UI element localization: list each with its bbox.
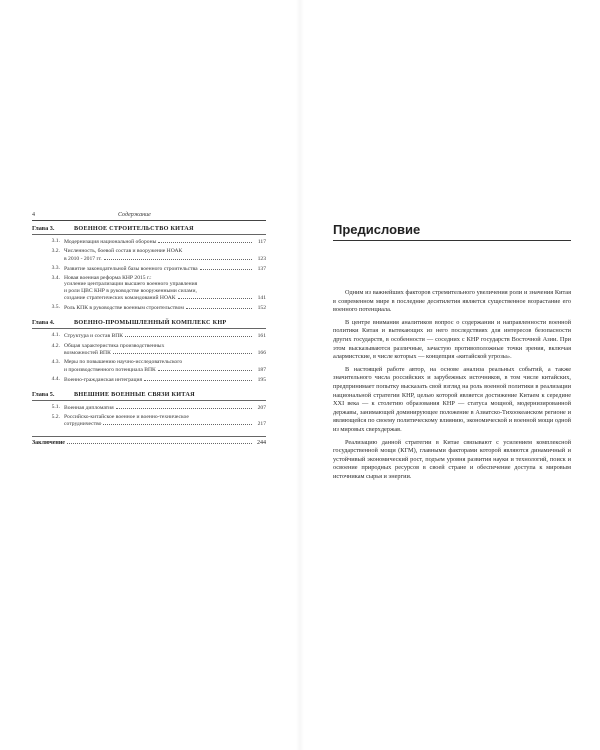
leader-dots	[116, 404, 252, 409]
entry-body	[64, 265, 266, 273]
leader-dots	[186, 304, 252, 309]
toc-entry[interactable]	[32, 376, 266, 384]
entry-body	[64, 376, 266, 384]
entry-body	[64, 404, 266, 412]
entry-text-line: сотрудничество	[64, 421, 102, 428]
entry-page: 137	[257, 265, 266, 272]
entry-page: 166	[257, 350, 266, 357]
toc-entry[interactable]	[32, 265, 266, 273]
running-title: Содержание	[118, 212, 151, 218]
entry-last-line	[64, 376, 266, 384]
entry-last-line	[64, 332, 266, 340]
entry-page: 187	[257, 366, 266, 373]
toc-entry[interactable]	[32, 414, 266, 428]
entry-last-line	[64, 255, 266, 263]
toc-entry[interactable]	[32, 404, 266, 412]
toc-entry[interactable]	[32, 332, 266, 340]
leader-dots	[200, 265, 252, 270]
chapter-title: ВНЕШНИЕ ВОЕННЫЕ СВЯЗИ КИТАЯ	[74, 390, 195, 398]
entry-body	[64, 332, 266, 340]
entry-body	[64, 238, 266, 246]
leader-dots	[104, 255, 252, 260]
entry-page: 217	[257, 421, 266, 428]
toc-entry[interactable]	[32, 304, 266, 312]
entry-text-line: Общая характеристика производственных	[64, 342, 165, 349]
entry-text-line: возможностей ВПК	[64, 350, 111, 357]
chapter-title: ВОЕННО-ПРОМЫШЛЕННЫЙ КОМПЛЕКС КНР	[74, 319, 227, 327]
entry-text-line: Структура и состав ВПК	[64, 333, 124, 340]
toc-entry[interactable]	[32, 359, 266, 373]
entry-number: 4.2.	[51, 342, 60, 349]
entry-last-line	[64, 420, 266, 428]
table-of-contents	[32, 225, 266, 428]
leader-dots	[158, 238, 252, 243]
toc-chapter-heading	[32, 391, 266, 401]
leader-dots	[178, 294, 253, 299]
leader-dots	[113, 349, 252, 354]
entry-number: 3.5.	[51, 304, 60, 311]
entry-last-line	[64, 304, 266, 312]
toc-entry[interactable]	[32, 248, 266, 262]
entry-text-line: усиление централизации высшего военного управления	[64, 281, 198, 288]
entry-text-line: в 2010 - 2017 гг.	[64, 255, 102, 262]
entry-last-line	[64, 404, 266, 412]
entry-text-line: создание стратегических командований НОАК	[64, 295, 176, 302]
conclusion-page: 244	[257, 439, 266, 446]
page-number: 4	[32, 212, 35, 218]
entry-text-line: Российско-китайское военное и военно-техническое	[64, 413, 189, 420]
preface-paragraph: Реализацию данной стратегии в Китае связывают с усилением комплексной государственной мощи (КГМ), главными факторами которой являются динамичный и устойчивый экономический рост, подъем уровня развития науки и технологий, поиск и освоение природных ресурсов в своей стране и обеспечение доступа к мировым источникам сырья и энергии.	[333, 438, 571, 480]
entry-number: 3.4.	[51, 274, 60, 281]
contents-page	[32, 212, 266, 446]
chapter-title: ВОЕННОЕ СТРОИТЕЛЬСТВО КИТАЯ	[74, 225, 194, 232]
entry-text-line: Численность, боевой состав и вооружение НОАК	[64, 248, 183, 255]
toc-chapter-heading	[32, 319, 266, 329]
entry-text-line: Меры по повышению научно-исследовательского	[64, 359, 183, 366]
entry-text-line: Роль КПК в руководстве военным строительством	[64, 305, 184, 312]
entry-body	[64, 248, 266, 262]
entry-text-line: Новая военная реформа КНР 2015 г.:	[64, 274, 152, 281]
entry-text-line: Военная дипломатия	[64, 404, 114, 411]
preface-title: Предисловие	[333, 222, 571, 241]
preface-paragraph: В настоящей работе автор, на основе анализа реальных событий, а также значительного числа российских и зарубежных источников, в том числе китайских, предпринимает попытку высказать свой взгляд на роль военной политики в реализации национальной стратегии КНР, целью которой является достижение Китаем к середине XXI века — к столетию образования КНР — статуса мощной, модернизированной державы, занимающей доминирующее положение в Азиатско-Тихоокеанском регионе и являющейся по своему политическому влиянию, экономической и военной мощи одной из мировых сверхдержав.	[333, 365, 571, 433]
entry-text-line: и роли ЦВС КНР в руководстве вооруженными силами,	[64, 287, 197, 294]
entry-number: 3.2.	[51, 248, 60, 255]
entry-last-line	[64, 265, 266, 273]
toc-conclusion	[32, 436, 266, 446]
entry-body	[64, 304, 266, 312]
preface-paragraph: В центре внимания аналитиков вопрос о содержании и направленности военной политики Китая и вытекающих из него последствиях для интересов безопасности других государств, в особенности — соседних с КНР государств Восточной Азии. При этом высказываются различные, зачастую противоположные точки зрения, включая алармистские, в числе которых — концепция «китайской угрозы».	[333, 318, 571, 361]
conclusion-label: Заключение	[32, 439, 65, 446]
entry-last-line	[64, 349, 266, 357]
chapter-label: Глава 3.	[32, 225, 55, 232]
preface-paragraph: Одним из важнейших факторов стремительного увеличения роли и значения Китая в современном мире в последние десятилетия является существенное возрастание его военного потенциала.	[333, 289, 571, 314]
entry-number: 3.3.	[51, 264, 60, 271]
entry-text-line: Развитие законодательной базы военного строительства	[64, 265, 198, 272]
leader-dots	[144, 376, 252, 381]
entry-body	[64, 359, 266, 373]
entry-page: 152	[257, 305, 266, 312]
entry-page: 207	[257, 404, 266, 411]
toc-entry[interactable]	[32, 238, 266, 246]
entry-page: 161	[257, 333, 266, 340]
leader-dots	[67, 439, 252, 444]
toc-chapter-heading	[32, 225, 266, 235]
entry-number: 4.4.	[51, 375, 60, 382]
entry-body	[64, 414, 266, 428]
leader-dots	[103, 420, 252, 425]
leader-dots	[158, 366, 252, 371]
entry-page: 141	[257, 295, 266, 302]
entry-body	[64, 343, 266, 357]
chapter-label: Глава 5.	[32, 390, 55, 398]
preface-page	[333, 222, 571, 485]
entry-last-line	[64, 294, 266, 302]
entry-last-line	[64, 366, 266, 374]
entry-number: 4.3.	[51, 359, 60, 366]
entry-number: 5.2.	[51, 413, 60, 420]
entry-body	[64, 275, 266, 302]
leader-dots	[125, 332, 252, 337]
entry-page: 123	[257, 255, 266, 262]
entry-page: 195	[257, 376, 266, 383]
entry-number: 4.1.	[51, 332, 60, 339]
gutter-shadow	[296, 0, 304, 750]
entry-last-line	[64, 238, 266, 246]
toc-entry[interactable]	[32, 275, 266, 302]
chapter-label: Глава 4.	[32, 319, 55, 327]
toc-entry[interactable]	[32, 343, 266, 357]
entry-page: 117	[257, 239, 266, 245]
entry-text-line: Модернизация национальной обороны	[64, 239, 157, 245]
entry-text-line: и производственного потенциала ВПК	[64, 366, 156, 373]
entry-number: 3.1.	[51, 238, 60, 244]
entry-text-line: Военно-гражданская интеграция	[64, 376, 143, 383]
running-head	[32, 212, 266, 221]
entry-number: 5.1.	[51, 403, 60, 410]
